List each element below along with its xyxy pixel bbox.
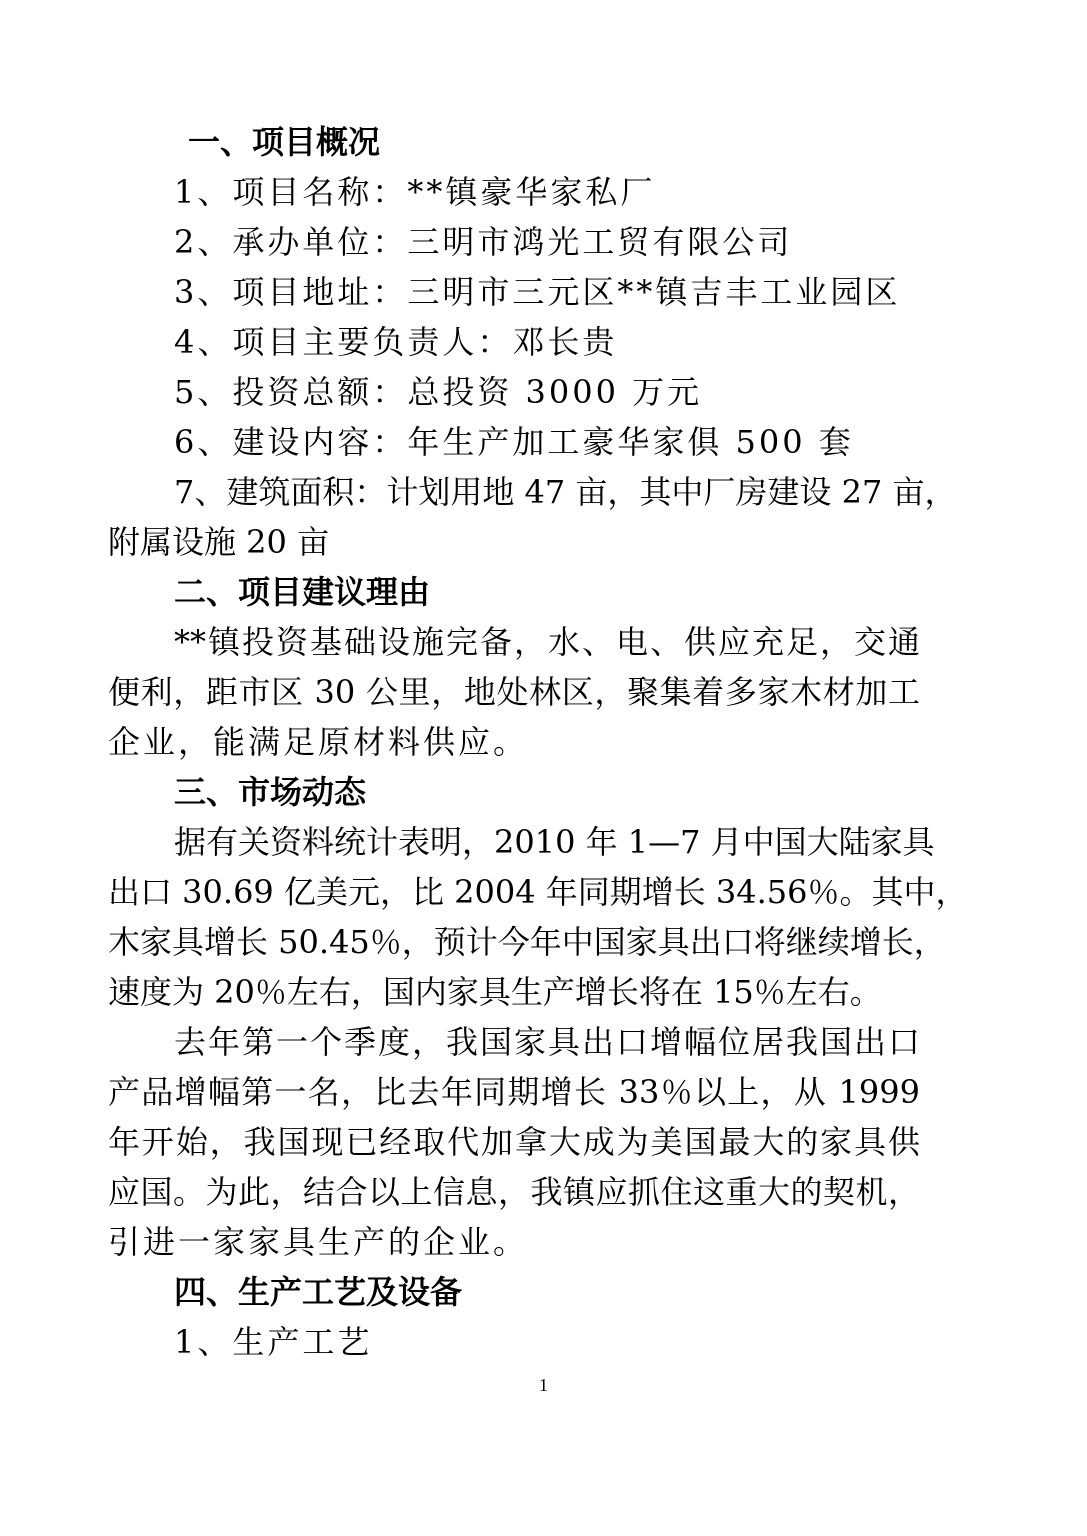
item-undertaking-unit: 2、承办单位：三明市鸿光工贸有限公司 xyxy=(174,223,793,261)
item-construction-content: 6、建设内容：年生产加工豪华家俱 500 套 xyxy=(174,423,854,461)
section-heading-overview: 一、项目概况 xyxy=(188,123,381,161)
section-heading-market: 三、市场动态 xyxy=(174,773,367,811)
item-project-name: 1、项目名称：**镇豪华家私厂 xyxy=(174,173,656,211)
paragraph-line: 去年第一个季度，我国家具出口增幅位居我国出口 xyxy=(174,1023,920,1061)
item-production-process: 1、生产工艺 xyxy=(174,1323,373,1361)
paragraph-line: 产品增幅第一名，比去年同期增长 33％以上，从 1999 xyxy=(108,1073,920,1111)
paragraph-line: 据有关资料统计表明，2010 年 1—7 月中国大陆家具 xyxy=(174,823,935,861)
paragraph-line: **镇投资基础设施完备，水、电、供应充足，交通 xyxy=(174,623,920,661)
item-total-investment: 5、投资总额：总投资 3000 万元 xyxy=(174,373,703,411)
paragraph-line: 速度为 20％左右，国内家具生产增长将在 15％左右。 xyxy=(108,973,882,1011)
paragraph-line: 出口 30.69 亿美元，比 2004 年同期增长 34.56％。其中， xyxy=(108,873,968,911)
paragraph-line: 引进一家家具生产的企业。 xyxy=(108,1223,529,1261)
item-project-leader: 4、项目主要负责人：邓长贵 xyxy=(174,323,618,361)
paragraph-line: 年开始，我国现已经取代加拿大成为美国最大的家具供 xyxy=(108,1123,920,1161)
paragraph-line: 应国。为此，结合以上信息，我镇应抓住这重大的契机， xyxy=(108,1173,920,1211)
paragraph-line: 企业，能满足原材料供应。 xyxy=(108,723,529,761)
paragraph-line: 便利，距市区 30 公里，地处林区，聚集着多家木材加工 xyxy=(108,673,920,711)
page-number: 1 xyxy=(539,1375,548,1395)
section-heading-process: 四、生产工艺及设备 xyxy=(174,1273,463,1311)
item-building-area-cont: 附属设施 20 亩 xyxy=(108,523,330,561)
item-project-address: 3、项目地址：三明市三元区**镇吉丰工业园区 xyxy=(174,273,901,311)
document-body xyxy=(108,117,968,1367)
item-building-area: 7、建筑面积：计划用地 47 亩，其中厂房建设 27 亩， xyxy=(174,473,957,511)
paragraph-line: 木家具增长 50.45％，预计今年中国家具出口将继续增长， xyxy=(108,923,946,961)
section-heading-reasons: 二、项目建议理由 xyxy=(174,573,431,611)
